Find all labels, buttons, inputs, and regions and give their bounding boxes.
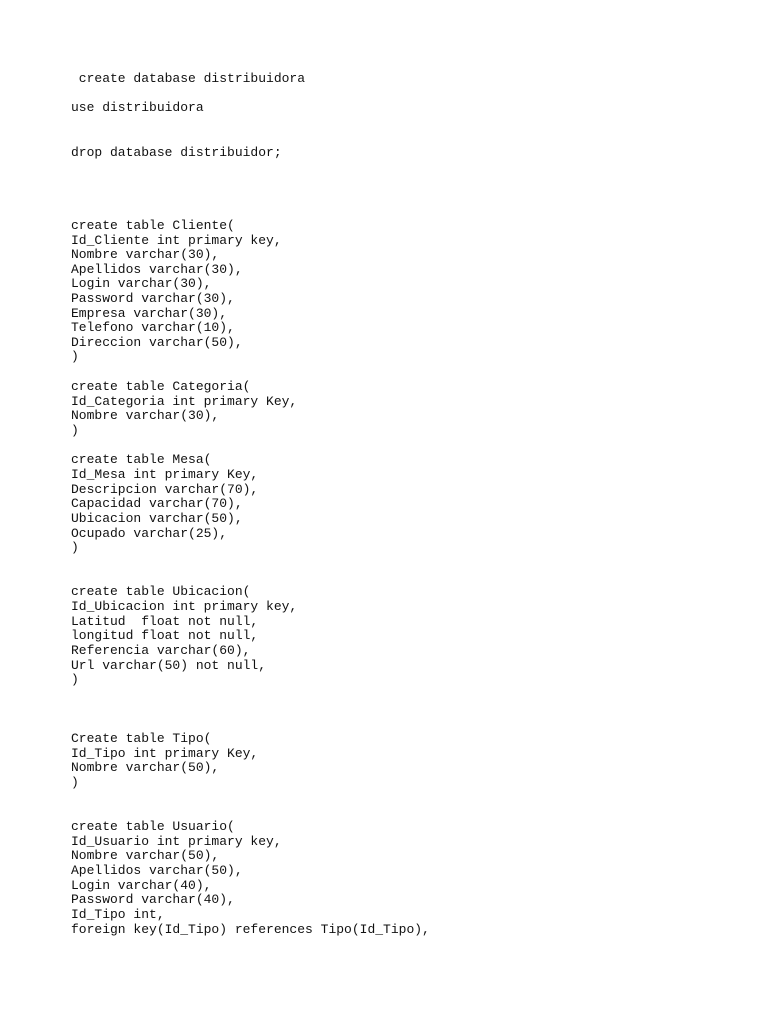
sql-line: Id_Ubicacion int primary key, [71, 599, 298, 614]
sql-line: Id_Cliente int primary key, [71, 233, 282, 248]
sql-line: Id_Categoria int primary Key, [71, 394, 298, 409]
sql-line: Apellidos varchar(50), [71, 863, 243, 878]
sql-line: Direccion varchar(50), [71, 335, 243, 350]
sql-line-drop-database: drop database distribuidor; [71, 145, 282, 160]
sql-line: Nombre varchar(30), [71, 408, 220, 423]
sql-line: Id_Mesa int primary Key, [71, 467, 259, 482]
sql-line: Empresa varchar(30), [71, 306, 228, 321]
sql-line: Id_Tipo int primary Key, [71, 746, 259, 761]
sql-line-use-database: use distribuidora [71, 100, 204, 115]
sql-line: Id_Tipo int, [71, 907, 165, 922]
sql-line: ) [71, 349, 79, 364]
sql-line: Apellidos varchar(30), [71, 262, 243, 277]
sql-line-create-database: create database distribuidora [71, 71, 306, 86]
sql-line: Password varchar(30), [71, 291, 235, 306]
sql-line: Password varchar(40), [71, 892, 235, 907]
sql-line: create table Usuario( [71, 819, 235, 834]
sql-line: Referencia varchar(60), [71, 643, 251, 658]
sql-line: ) [71, 672, 79, 687]
sql-line: ) [71, 423, 79, 438]
sql-line: Url varchar(50) not null, [71, 658, 267, 673]
sql-line: Telefono varchar(10), [71, 320, 235, 335]
sql-line: longitud float not null, [71, 628, 259, 643]
sql-line: create table Cliente( [71, 218, 235, 233]
sql-line: Latitud float not null, [71, 614, 259, 629]
sql-line: Login varchar(40), [71, 878, 212, 893]
sql-line: ) [71, 540, 79, 555]
sql-line: create table Mesa( [71, 452, 212, 467]
sql-line: Ubicacion varchar(50), [71, 511, 243, 526]
sql-line: Ocupado varchar(25), [71, 526, 228, 541]
sql-line: Descripcion varchar(70), [71, 482, 259, 497]
sql-line: Create table Tipo( [71, 731, 212, 746]
sql-line: Nombre varchar(50), [71, 760, 220, 775]
sql-line: Id_Usuario int primary key, [71, 834, 282, 849]
sql-line: Capacidad varchar(70), [71, 496, 243, 511]
sql-line: Nombre varchar(50), [71, 848, 220, 863]
sql-line: create table Ubicacion( [71, 584, 251, 599]
sql-line: Nombre varchar(30), [71, 247, 220, 262]
sql-line: foreign key(Id_Tipo) references Tipo(Id_Tipo), [71, 922, 430, 937]
sql-line: Login varchar(30), [71, 276, 212, 291]
sql-line: ) [71, 775, 79, 790]
sql-line: create table Categoria( [71, 379, 251, 394]
